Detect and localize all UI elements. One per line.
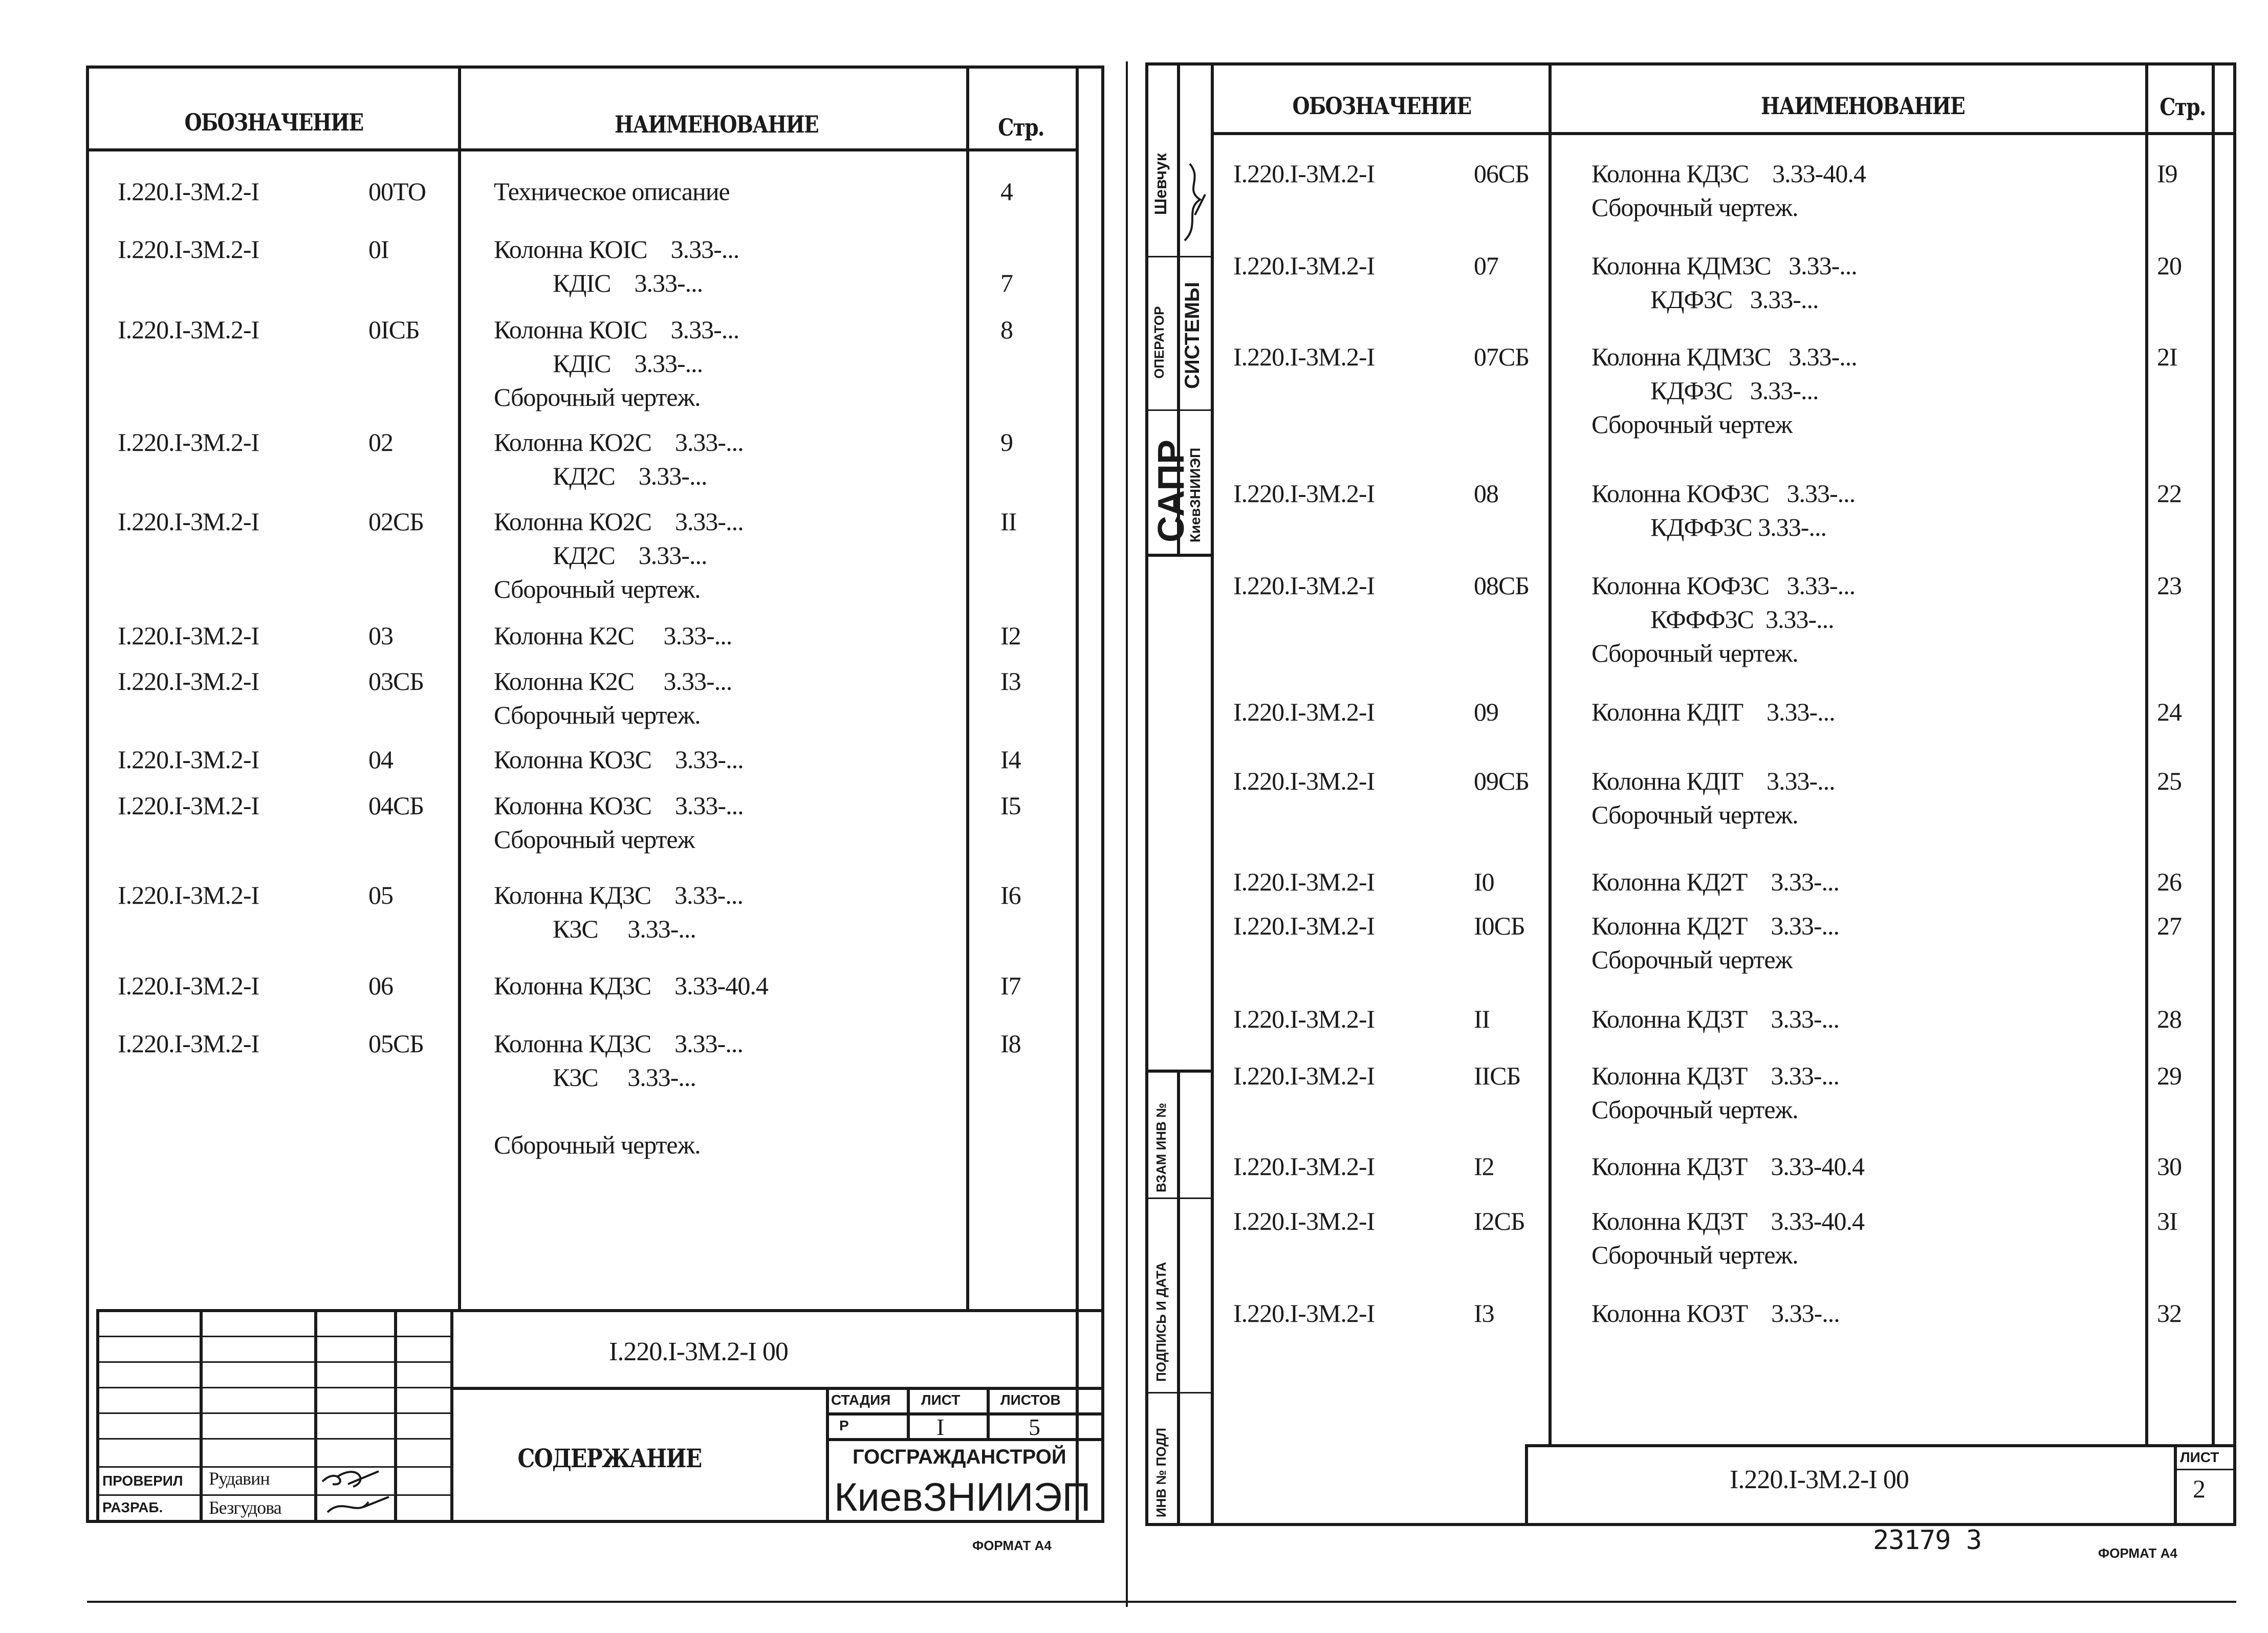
row-page: 32 — [2157, 1299, 2182, 1327]
side-system: СИСТЕМЫ — [1181, 281, 1204, 389]
row-number: 0IСБ — [368, 315, 420, 344]
row-code: I.220.I-3M.2-I — [1233, 1005, 1375, 1033]
row-number: 09СБ — [1474, 767, 1530, 795]
row-page: 29 — [2157, 1061, 2182, 1090]
row-name-line: Колонна КОIС 3.33-... — [494, 315, 739, 344]
right-header-page: Стр. — [2160, 93, 2206, 121]
row-name-line: Сборочный чертеж. — [494, 1130, 701, 1159]
row-name-line: КФФФ3С 3.33-... — [1591, 605, 1834, 634]
row-page: I4 — [1000, 745, 1021, 774]
side-podpis: ПОДПИСЬ И ДАТА — [1153, 1261, 1169, 1382]
side-vzam: ВЗАМ ИНВ № — [1153, 1103, 1169, 1192]
row-number: 03СБ — [368, 667, 424, 695]
row-name-line: Сборочный чертеж — [1591, 410, 1793, 439]
row-page: I3 — [1000, 667, 1021, 695]
sheet-divider — [1126, 61, 1128, 1607]
row-number: I2 — [1474, 1152, 1494, 1181]
row-number: 09 — [1474, 698, 1498, 726]
row-page: II — [1000, 507, 1017, 536]
handwritten-number: 23179 3 — [1873, 1525, 1982, 1556]
row-name-line: КДIС 3.33-... — [494, 349, 703, 378]
row-page: 28 — [2157, 1005, 2182, 1033]
row-name-line: Сборочный чертеж — [1591, 945, 1793, 974]
row-name-line: Колонна КО2С 3.33-... — [494, 428, 744, 456]
row-number: 03 — [368, 621, 393, 650]
row-code: I.220.I-3M.2-I — [118, 315, 259, 344]
header-page: Стр. — [998, 114, 1044, 141]
row-page: 27 — [2157, 911, 2182, 940]
row-name-line: Сборочный чертеж. — [1591, 1095, 1798, 1124]
sheets-value: 5 — [1029, 1414, 1040, 1440]
row-name-line: Колонна КД3С 3.33-40.4 — [494, 971, 768, 1000]
row-number: 02СБ — [368, 507, 424, 536]
org-line-2: КиевЗНИИЭП — [834, 1474, 1091, 1519]
row-name-line: Колонна КД3С 3.33-... — [494, 1029, 743, 1058]
row-name-line: Колонна КО2С 3.33-... — [494, 507, 744, 536]
row-name-line: Колонна КО3С 3.33-... — [494, 791, 744, 820]
shevchuk-signature — [1180, 154, 1210, 246]
row-number: 04СБ — [368, 791, 424, 820]
row-page: 20 — [2157, 251, 2182, 280]
header-name: НАИМЕНОВАНИЕ — [614, 111, 818, 138]
developed-label: РАЗРАБ. — [102, 1499, 163, 1515]
checked-signature — [317, 1461, 394, 1522]
row-code: I.220.I-3M.2-I — [118, 1029, 259, 1058]
row-name-line: КДIС 3.33-... — [494, 269, 703, 297]
row-name-line: Сборочный чертеж. — [494, 575, 701, 603]
row-name-line: Колонна КО3С 3.33-... — [494, 745, 744, 774]
side-sapr: САПР — [1151, 439, 1192, 542]
org-line-1: ГОСГРАЖДАНСТРОЙ — [853, 1446, 1066, 1468]
row-page: 26 — [2157, 867, 2182, 896]
row-name-line: Колонна КД3С 3.33-40.4 — [1591, 159, 1866, 188]
row-name-line: КДФФ3С 3.33-... — [1591, 513, 1826, 541]
sheet-value: I — [936, 1414, 944, 1440]
row-number: 08СБ — [1474, 571, 1530, 600]
side-kiev: КиевЗНИИЭП — [1187, 447, 1203, 542]
row-code: I.220.I-3M.2-I — [1233, 1207, 1375, 1235]
row-number: 06СБ — [1474, 159, 1530, 188]
row-code: I.220.I-3M.2-I — [1233, 911, 1375, 940]
row-name-line: К3С 3.33-... — [494, 1063, 696, 1092]
right-stamp-doc-code: I.220.I-3M.2-I 00 — [1730, 1465, 1909, 1494]
row-name-line: КДФ3С 3.33-... — [1591, 285, 1819, 314]
row-number: 0I — [368, 235, 389, 264]
right-header-designation: ОБОЗНАЧЕНИЕ — [1292, 92, 1471, 120]
row-page: 24 — [2157, 698, 2182, 726]
side-inv: ИНВ № ПОДЛ — [1153, 1427, 1169, 1517]
row-name-line: Колонна КО3Т 3.33-... — [1591, 1299, 1840, 1327]
row-code: I.220.I-3M.2-I — [1233, 342, 1375, 371]
bottom-edge-line — [87, 1601, 2236, 1603]
row-code: I.220.I-3M.2-I — [118, 971, 259, 1000]
row-name-line: Колонна КД3С 3.33-... — [494, 881, 743, 909]
row-number: 02 — [368, 428, 393, 456]
row-page: 8 — [1000, 315, 1013, 344]
stage-value: Р — [839, 1418, 849, 1433]
side-operator: ОПЕРАТОР — [1151, 306, 1167, 379]
row-name-line: Колонна К2С 3.33-... — [494, 621, 732, 650]
row-number: 05СБ — [368, 1029, 424, 1058]
row-number: 07 — [1474, 251, 1498, 280]
row-name-line: Сборочный чертеж. — [1591, 1240, 1798, 1269]
row-number: 08 — [1474, 479, 1498, 508]
row-name-line: Сборочный чертеж. — [1591, 800, 1798, 829]
row-page: 3I — [2157, 1207, 2177, 1235]
row-name-line: Колонна КД3Т 3.33-... — [1591, 1005, 1840, 1033]
stage-label: СТАДИЯ — [831, 1392, 891, 1408]
row-name-line: Колонна КДМ3С 3.33-... — [1591, 342, 1857, 371]
row-name-line: Колонна КОФ3С 3.33-... — [1591, 479, 1856, 508]
row-page: 4 — [1000, 177, 1013, 206]
row-page: 22 — [2157, 479, 2182, 508]
row-page: 7 — [1000, 269, 1013, 297]
row-name-line: Колонна КД3Т 3.33-40.4 — [1591, 1152, 1865, 1181]
row-code: I.220.I-3M.2-I — [118, 235, 259, 264]
row-code: I.220.I-3M.2-I — [118, 745, 259, 774]
row-page: I5 — [1000, 791, 1021, 820]
row-code: I.220.I-3M.2-I — [118, 667, 259, 695]
row-name-line: Колонна КД2Т 3.33-... — [1591, 867, 1840, 896]
row-name-line: Сборочный чертеж. — [1591, 193, 1798, 222]
row-name-line: Сборочный чертеж. — [494, 383, 701, 411]
row-name-line: Сборочный чертеж. — [494, 701, 701, 729]
row-code: I.220.I-3M.2-I — [118, 507, 259, 536]
row-code: I.220.I-3M.2-I — [118, 621, 259, 650]
row-code: I.220.I-3M.2-I — [1233, 1299, 1375, 1327]
row-name-line: Колонна КДIТ 3.33-... — [1591, 767, 1835, 795]
row-name-line: Колонна КД2Т 3.33-... — [1591, 911, 1840, 940]
row-page: I8 — [1000, 1029, 1021, 1058]
row-number: I0СБ — [1474, 911, 1525, 940]
row-name-line: Колонна КОФ3С 3.33-... — [1591, 571, 1856, 600]
row-code: I.220.I-3M.2-I — [1233, 1152, 1375, 1181]
row-page: 25 — [2157, 767, 2182, 795]
row-code: I.220.I-3M.2-I — [1233, 867, 1375, 896]
row-page: 9 — [1000, 428, 1013, 456]
row-name-line: Техническое описание — [494, 177, 730, 206]
row-page: I9 — [2157, 159, 2177, 188]
row-code: I.220.I-3M.2-I — [1233, 159, 1375, 188]
row-page: I2 — [1000, 621, 1021, 650]
right-sheet-label: ЛИСТ — [2180, 1449, 2219, 1465]
row-name-line: К3С 3.33-... — [494, 915, 696, 943]
row-number: I3 — [1474, 1299, 1494, 1327]
row-number: 06 — [368, 971, 393, 1000]
side-shevchuk: Шевчук — [1151, 153, 1170, 215]
right-sheet-value: 2 — [2193, 1474, 2205, 1503]
row-code: I.220.I-3M.2-I — [118, 177, 259, 206]
row-page: I6 — [1000, 881, 1021, 909]
row-code: I.220.I-3M.2-I — [1233, 1061, 1375, 1090]
row-page: I7 — [1000, 971, 1021, 1000]
row-number: I2СБ — [1474, 1207, 1525, 1235]
header-designation: ОБОЗНАЧЕНИЕ — [184, 108, 363, 136]
row-number: IIСБ — [1474, 1061, 1521, 1090]
row-code: I.220.I-3M.2-I — [1233, 479, 1375, 508]
row-number: II — [1474, 1005, 1490, 1033]
row-number: 07СБ — [1474, 342, 1530, 371]
right-header-name: НАИМЕНОВАНИЕ — [1760, 92, 1965, 120]
row-code: I.220.I-3M.2-I — [118, 428, 259, 456]
checked-name: Рудавин — [209, 1468, 270, 1489]
row-name-line: Колонна КДМ3С 3.33-... — [1591, 251, 1857, 280]
left-stamp-doc-code: I.220.I-3M.2-I 00 — [609, 1337, 788, 1366]
sheet-label: ЛИСТ — [921, 1392, 961, 1408]
row-name-line: КД2С 3.33-... — [494, 541, 707, 570]
row-code: I.220.I-3M.2-I — [1233, 251, 1375, 280]
row-number: 04 — [368, 745, 393, 774]
row-name-line: Сборочный чертеж — [494, 825, 695, 854]
row-page: 23 — [2157, 571, 2182, 600]
row-code: I.220.I-3M.2-I — [1233, 571, 1375, 600]
row-code: I.220.I-3M.2-I — [118, 791, 259, 820]
developed-name: Безгудова — [209, 1497, 281, 1518]
row-name-line: Колонна КОIС 3.33-... — [494, 235, 739, 264]
row-code: I.220.I-3M.2-I — [118, 881, 259, 909]
left-stamp-title: СОДЕРЖАНИЕ — [517, 1443, 702, 1473]
row-page: 30 — [2157, 1152, 2182, 1181]
checked-label: ПРОВЕРИЛ — [102, 1473, 183, 1489]
row-number: 00ТО — [368, 177, 426, 206]
row-name-line: Сборочный чертеж. — [1591, 639, 1798, 667]
row-number: I0 — [1474, 867, 1494, 896]
sheets-label: ЛИСТОВ — [1000, 1392, 1061, 1408]
row-code: I.220.I-3M.2-I — [1233, 767, 1375, 795]
left-format-label: ФОРМАТ А4 — [972, 1538, 1052, 1553]
row-name-line: КД2С 3.33-... — [494, 462, 707, 490]
right-format-label: ФОРМАТ А4 — [2098, 1545, 2177, 1561]
row-name-line: Колонна К2С 3.33-... — [494, 667, 732, 695]
row-name-line: Колонна КД3Т 3.33-... — [1591, 1061, 1840, 1090]
row-page: 2I — [2157, 342, 2177, 371]
row-name-line: КДФ3С 3.33-... — [1591, 376, 1819, 405]
row-code: I.220.I-3M.2-I — [1233, 698, 1375, 726]
row-name-line: Колонна КДIТ 3.33-... — [1591, 698, 1835, 726]
row-name-line: Колонна КД3Т 3.33-40.4 — [1591, 1207, 1865, 1235]
row-number: 05 — [368, 881, 393, 909]
